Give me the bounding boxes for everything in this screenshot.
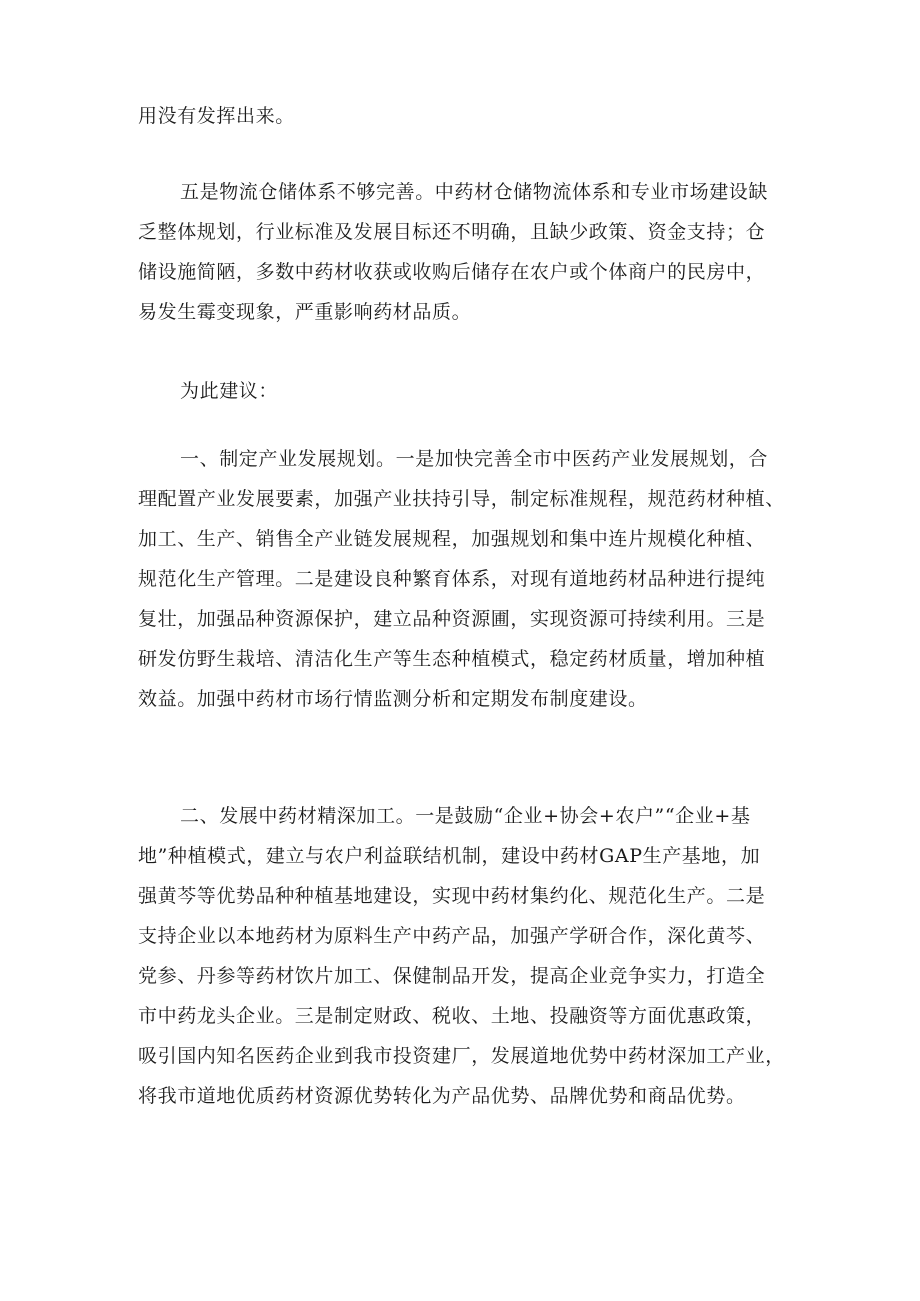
text-line: 市中药龙头企业。三是制定财政、税收、土地、投融资等方面优惠政策， [138,1005,766,1027]
paragraph-suggestion-heading [138,371,788,411]
text-line [138,719,788,759]
text-line: 储设施简陋，多数中药材收获或收购后储存在农户或个体商户的民房中， [138,261,766,283]
text-line: 将我市道地优质药材资源优势转化为产品优势、品牌优势和商品优势。 [138,1085,746,1107]
paragraph-continuation [138,96,788,136]
text-line: 地”种植模式，建立与农户利益联结机制，建设中药材GAP生产基地，加 [138,845,761,867]
paragraph-logistics-storage [138,172,788,332]
text-line: 五是物流仓储体系不够完善。中药材仓储物流体系和专业市场建设缺 [180,181,769,203]
text-line: 为此建议： [180,380,279,402]
paragraph-deep-processing [138,796,788,1116]
text-line: 乏整体规划，行业标准及发展目标还不明确，且缺少政策、资金支持；仓 [138,221,766,243]
paragraph-industry-planning [138,439,788,759]
text-line: 强黄芩等优势品种种植基地建设，实现中药材集约化、规范化生产。二是 [138,885,766,907]
text-line: 一、制定产业发展规划。一是加快完善全市中医药产业发展规划，合 [180,448,769,470]
text-line: 规范化生产管理。二是建设良种繁育体系，对现有道地药材品种进行提纯 [138,568,766,590]
text-line: 理配置产业发展要素，加强产业扶持引导，制定标准规程，规范药材种植、 [138,488,785,510]
text-line: 吸引国内知名医药企业到我市投资建厂，发展道地优势中药材深加工产业， [138,1045,785,1067]
text-line: 用没有发挥出来。 [138,105,295,127]
text-line: 复壮，加强品种资源保护，建立品种资源圃，实现资源可持续利用。三是 [138,608,766,630]
text-line: 研发仿野生栽培、清洁化生产等生态种植模式，稳定药材质量，增加种植 [138,648,766,670]
text-line: 二、发展中药材精深加工。一是鼓励“企业+协会+农户”“企业+基 [180,805,751,827]
text-line: 易发生霉变现象，严重影响药材品质。 [138,301,472,323]
text-line: 支持企业以本地药材为原料生产中药产品，加强产学研合作，深化黄芩、 [138,925,766,947]
text-line: 效益。加强中药材市场行情监测分析和定期发布制度建设。 [138,688,648,710]
text-line: 党参、丹参等药材饮片加工、保健制品开发，提高企业竞争实力，打造全 [138,965,766,987]
text-line: 加工、生产、销售全产业链发展规程，加强规划和集中连片规模化种植、 [138,528,766,550]
